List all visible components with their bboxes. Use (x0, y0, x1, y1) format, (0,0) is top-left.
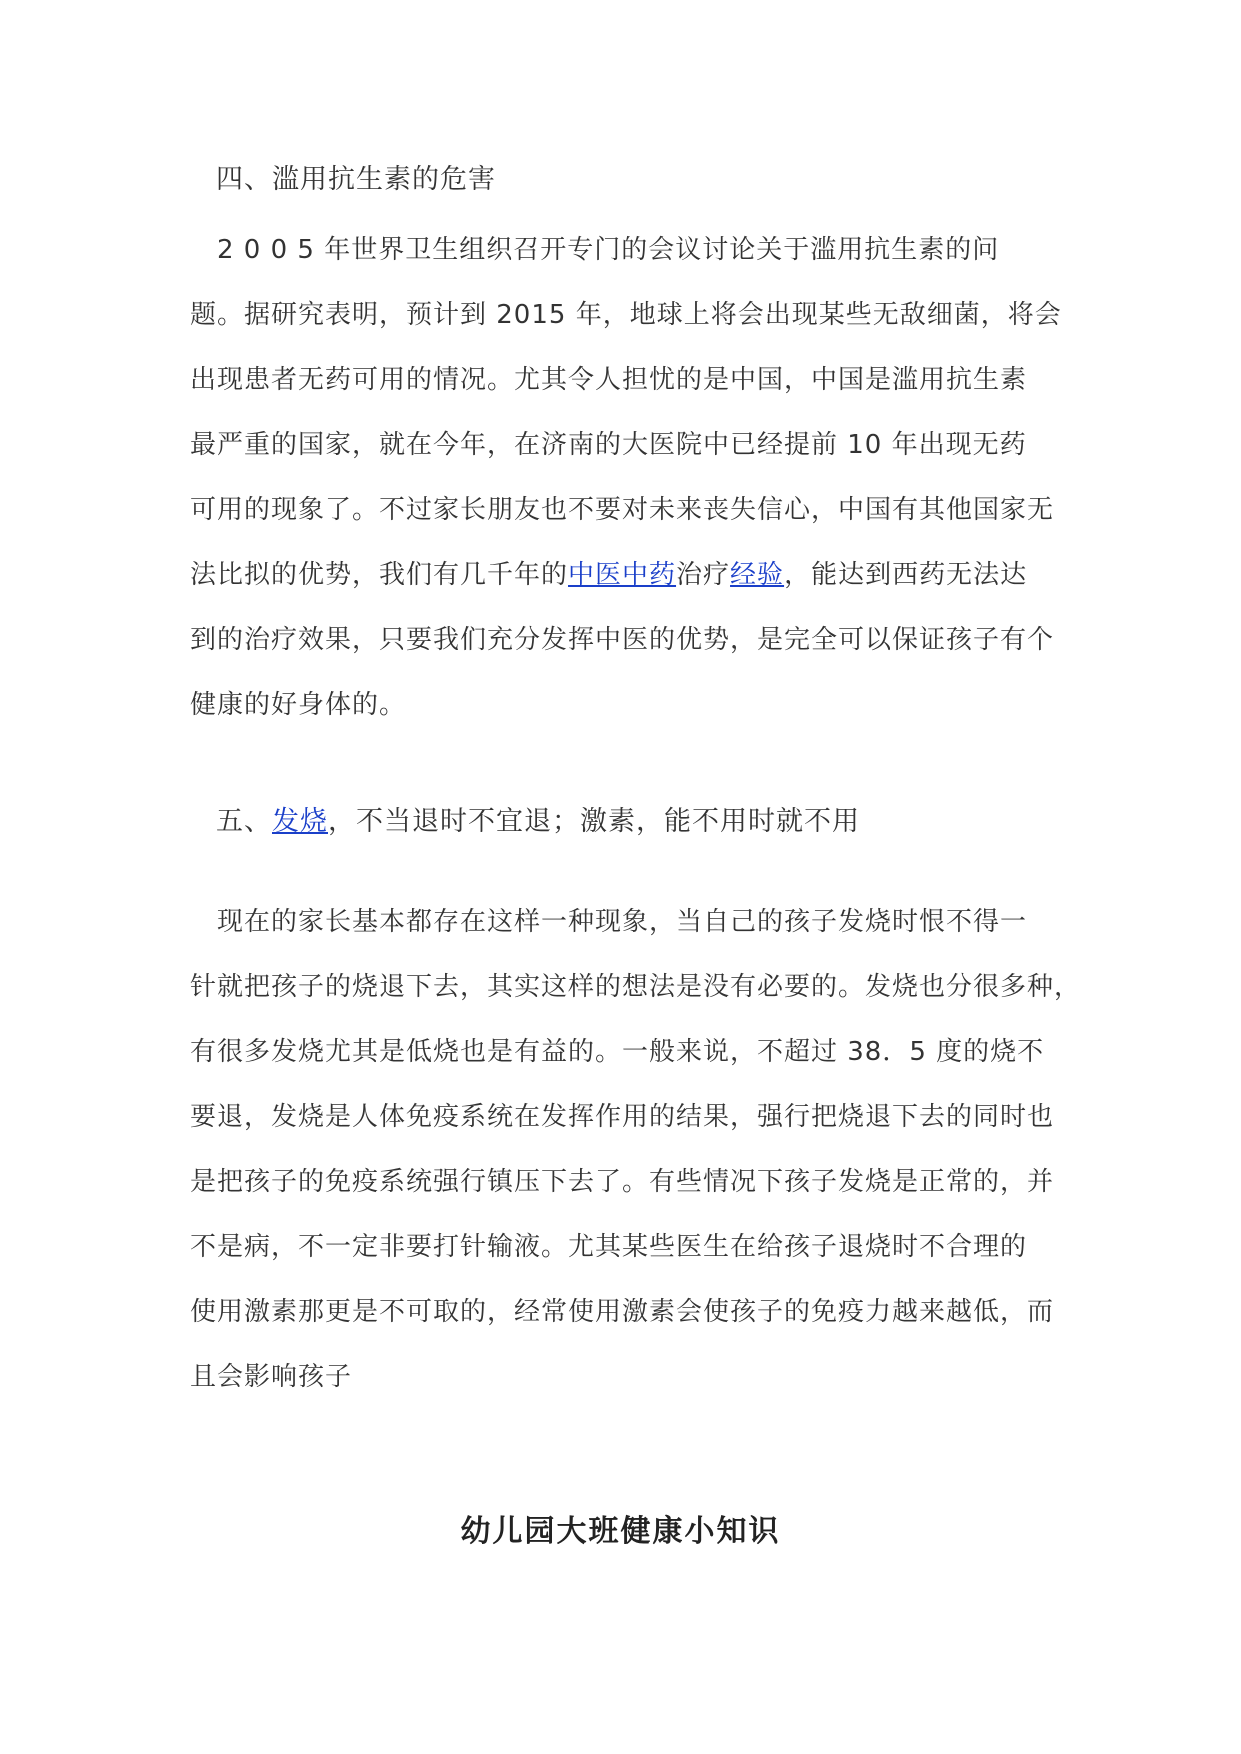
section-4-paragraph (190, 218, 1070, 738)
paragraph-line: 是把孩子的免疫系统强行镇压下去了。有些情况下孩子发烧是正常的，并 (190, 1167, 1055, 1197)
paragraph-line: 现在的家长基本都存在这样一种现象，当自己的孩子发烧时恨不得一 (190, 907, 1028, 937)
paragraph-line: 到的治疗效果，只要我们充分发挥中医的优势，是完全可以保证孩子有个 (190, 625, 1055, 655)
line-text: 治疗 (676, 560, 731, 590)
paragraph-line: 最严重的国家，就在今年，在济南的大医院中已经提前 10 年出现无药 (190, 430, 1027, 460)
line-text: 法比拟的优势，我们有几千年的 (190, 560, 569, 590)
link-experience[interactable]: 经验 (730, 560, 785, 590)
section-5-heading (216, 802, 860, 842)
paragraph-line: 要退，发烧是人体免疫系统在发挥作用的结果，强行把烧退下去的同时也 (190, 1102, 1055, 1132)
heading-prefix: 五、 (216, 806, 272, 837)
paragraph-line: 有很多发烧尤其是低烧也是有益的。一般来说，不超过 38．5 度的烧不 (190, 1037, 1045, 1067)
paragraph-line: 可用的现象了。不过家长朋友也不要对未来丧失信心，中国有其他国家无 (190, 495, 1055, 525)
section-5-paragraph (190, 890, 1082, 1410)
paragraph-line: 2 0 0 5 年世界卫生组织召开专门的会议讨论关于滥用抗生素的问 (190, 235, 1000, 265)
link-tcm[interactable]: 中医中药 (568, 560, 677, 590)
paragraph-line: 题。据研究表明，预计到 2015 年，地球上将会出现某些无敌细菌，将会 (190, 300, 1062, 330)
paragraph-line: 且会影响孩子 (190, 1362, 353, 1392)
section-4-heading: 四、滥用抗生素的危害 (216, 164, 496, 195)
paragraph-line: 出现患者无药可用的情况。尤其令人担忧的是中国，中国是滥用抗生素 (190, 365, 1028, 395)
document-title: 幼儿园大班健康小知识 (460, 1514, 781, 1549)
paragraph-line (190, 543, 1070, 608)
paragraph-line: 不是病，不一定非要打针输液。尤其某些医生在给孩子退烧时不合理的 (190, 1232, 1028, 1262)
heading-rest: ，不当退时不宜退；激素，能不用时就不用 (328, 806, 860, 837)
paragraph-line: 针就把孩子的烧退下去，其实这样的想法是没有必要的。发烧也分很多种， (190, 972, 1082, 1002)
paragraph-line: 使用激素那更是不可取的，经常使用激素会使孩子的免疫力越来越低，而 (190, 1297, 1055, 1327)
line-text: ，能达到西药无法达 (784, 560, 1028, 590)
link-fever[interactable]: 发烧 (272, 806, 328, 837)
paragraph-line: 健康的好身体的。 (190, 690, 407, 720)
